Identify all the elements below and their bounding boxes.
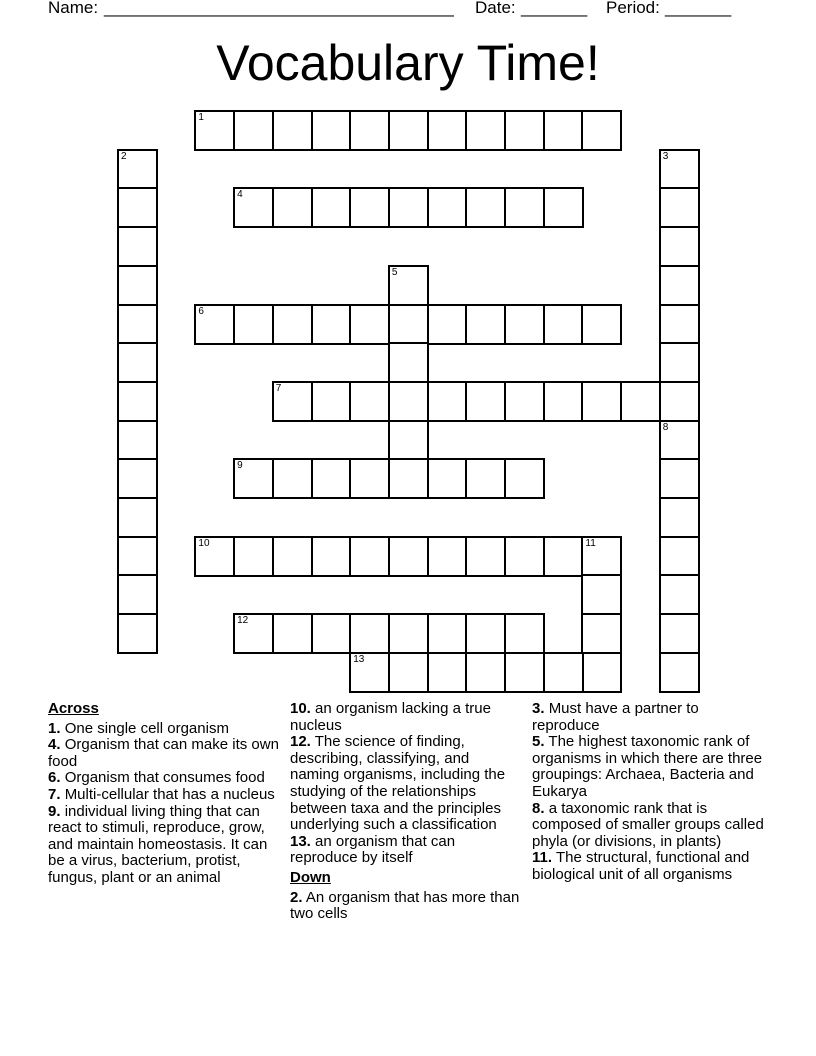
name-label: Name:: [48, 0, 99, 17]
grid-cell[interactable]: [311, 381, 352, 422]
grid-cell[interactable]: [659, 265, 700, 306]
period-label: Period:: [606, 0, 660, 17]
grid-cell[interactable]: [233, 187, 274, 228]
grid-cell[interactable]: [465, 652, 506, 693]
grid-cell[interactable]: [388, 265, 429, 306]
clue-number: 8: [662, 421, 669, 433]
clue-down-8: 8. a taxonomic rank that is composed of smaller groups called phyla (or divisions, in plants): [532, 799, 764, 850]
grid-cell[interactable]: [504, 458, 545, 499]
grid-cell[interactable]: [272, 613, 313, 654]
clue-number: 12: [237, 615, 249, 627]
grid-cell[interactable]: [194, 304, 235, 345]
grid-cell[interactable]: [465, 110, 506, 151]
grid-cell[interactable]: [388, 342, 429, 383]
grid-cell[interactable]: [427, 187, 468, 228]
date-label: Date:: [475, 0, 516, 17]
grid-cell[interactable]: [427, 381, 468, 422]
page-title: Vocabulary Time!: [216, 35, 600, 91]
grid-cell[interactable]: [659, 458, 700, 499]
grid-cell[interactable]: [388, 652, 429, 693]
period-line[interactable]: _______: [665, 0, 732, 17]
grid-cell[interactable]: [543, 536, 584, 577]
clues-column-2: [290, 701, 522, 923]
clue-down-2: 2. An organism that has more than two cells: [290, 888, 520, 923]
date-line[interactable]: _______: [521, 0, 588, 17]
grid-cell[interactable]: [659, 304, 700, 345]
grid-cell[interactable]: [543, 381, 584, 422]
grid-cell[interactable]: [427, 536, 468, 577]
grid-cell[interactable]: [311, 110, 352, 151]
grid-cell[interactable]: [427, 613, 468, 654]
grid-cell[interactable]: [504, 613, 545, 654]
grid-cell[interactable]: [388, 187, 429, 228]
grid-cell[interactable]: [659, 574, 700, 615]
clue-number: 13: [353, 653, 365, 665]
grid-cell[interactable]: [504, 381, 545, 422]
grid-cell[interactable]: [504, 187, 545, 228]
grid-cell[interactable]: [581, 613, 622, 654]
grid-cell[interactable]: [465, 613, 506, 654]
grid-cell[interactable]: [117, 149, 158, 190]
grid-cell[interactable]: [543, 304, 584, 345]
grid-cell[interactable]: [349, 536, 390, 577]
grid-cell[interactable]: [311, 458, 352, 499]
grid-cell[interactable]: [581, 381, 622, 422]
grid-cell[interactable]: [659, 187, 700, 228]
grid-cell[interactable]: [233, 536, 274, 577]
grid-cell[interactable]: [117, 381, 158, 422]
grid-cell[interactable]: [427, 652, 468, 693]
clue-across-13: 13. an organism that can reproduce by itself: [290, 832, 456, 867]
clue-number: 11: [585, 537, 596, 549]
grid-cell[interactable]: [272, 381, 313, 422]
grid-cell[interactable]: [581, 574, 622, 615]
grid-cell[interactable]: [581, 652, 622, 693]
grid-cell[interactable]: [465, 458, 506, 499]
grid-cell[interactable]: [117, 536, 158, 577]
grid-cell[interactable]: [465, 381, 506, 422]
clue-number: 4: [237, 189, 243, 201]
grid-cell[interactable]: [117, 226, 158, 267]
grid-cell[interactable]: [194, 536, 235, 577]
grid-cell[interactable]: [233, 613, 274, 654]
grid-cell[interactable]: [388, 536, 429, 577]
grid-cell[interactable]: [620, 381, 661, 422]
grid-cell[interactable]: [427, 110, 468, 151]
clue-down-11: 11. The structural, functional and biological unit of all organisms: [532, 849, 750, 883]
clue-across-12: 12. The science of finding, describing, classifying, and naming organisms, including the studying of the relationships between taxa and the principles underlying such a classification: [290, 733, 506, 834]
grid-cell[interactable]: [427, 304, 468, 345]
grid-cell[interactable]: [659, 420, 700, 461]
grid-cell[interactable]: [272, 187, 313, 228]
clue-number: 5: [391, 266, 398, 278]
grid-cell[interactable]: [504, 536, 545, 577]
grid-cell[interactable]: [194, 110, 235, 151]
grid-cell[interactable]: [117, 187, 158, 228]
clue-number: 2: [121, 150, 127, 162]
down-heading: Down: [290, 868, 331, 886]
grid-cell[interactable]: [117, 458, 158, 499]
grid-cell[interactable]: [272, 458, 313, 499]
across-heading: Across: [48, 700, 99, 717]
clue-number: 9: [237, 460, 243, 472]
grid-cell[interactable]: [427, 458, 468, 499]
clue-across-7: 7. Multi-cellular that has a nucleus: [48, 785, 275, 803]
grid-cell[interactable]: [117, 574, 158, 615]
grid-cell[interactable]: [388, 458, 429, 499]
grid-cell[interactable]: [659, 149, 700, 190]
grid-cell[interactable]: [272, 304, 313, 345]
grid-cell[interactable]: [349, 110, 390, 151]
grid-cell[interactable]: [233, 304, 274, 345]
grid-cell[interactable]: [465, 536, 506, 577]
grid-cell[interactable]: [388, 304, 429, 345]
grid-cell[interactable]: [465, 304, 506, 345]
grid-cell[interactable]: [543, 652, 584, 693]
grid-cell[interactable]: [311, 304, 352, 345]
grid-cell[interactable]: [272, 110, 313, 151]
grid-cell[interactable]: [349, 458, 390, 499]
grid-cell[interactable]: [504, 110, 545, 151]
grid-cell[interactable]: [233, 110, 274, 151]
grid-cell[interactable]: [659, 226, 700, 267]
grid-cell[interactable]: [117, 420, 158, 461]
grid-cell[interactable]: [117, 304, 158, 345]
grid-cell[interactable]: [543, 110, 584, 151]
grid-cell[interactable]: [349, 652, 390, 693]
clue-number: 1: [198, 112, 204, 123]
grid-cell[interactable]: [349, 381, 390, 422]
clue-down-5: 5. The highest taxonomic rank of organisms in which there are three groupings: Archaea, Bacteria and Eukarya: [532, 733, 763, 800]
grid-cell[interactable]: [659, 342, 700, 383]
grid-cell[interactable]: [388, 613, 429, 654]
grid-cell[interactable]: [311, 613, 352, 654]
grid-cell[interactable]: [659, 613, 700, 654]
clue-number: 10: [198, 537, 210, 549]
grid-cell[interactable]: [272, 536, 313, 577]
grid-cell[interactable]: [388, 420, 429, 461]
grid-cell[interactable]: [659, 381, 700, 422]
clue-across-9: 9. individual living thing that can react to stimuli, reproduce, grow, and maintain homeostasis. It can be a virus, bacterium, protist, fungus, plant or an animal: [48, 802, 268, 886]
grid-cell[interactable]: [465, 187, 506, 228]
grid-cell[interactable]: [117, 342, 158, 383]
grid-cell[interactable]: [388, 381, 429, 422]
clues-column-1: [48, 701, 280, 887]
clue-across-4: 4. Organism that can make its own food: [48, 736, 279, 770]
grid-cell[interactable]: [581, 536, 622, 577]
grid-cell[interactable]: [543, 187, 584, 228]
grid-cell[interactable]: [659, 497, 700, 538]
grid-cell[interactable]: [504, 652, 545, 693]
grid-cell[interactable]: [311, 187, 352, 228]
grid-cell[interactable]: [117, 497, 158, 538]
clue-number: 3: [662, 150, 669, 162]
clue-across-6: 6. Organism that consumes food: [48, 769, 265, 787]
grid-cell[interactable]: [311, 536, 352, 577]
name-line[interactable]: _____________________________________: [104, 0, 454, 17]
grid-cell[interactable]: [659, 652, 700, 693]
grid-cell[interactable]: [504, 304, 545, 345]
clue-across-1: 1. One single cell organism: [48, 719, 229, 737]
grid-cell[interactable]: [233, 458, 274, 499]
clue-number: 7: [275, 382, 282, 394]
clue-number: 6: [198, 305, 204, 317]
grid-cell[interactable]: [349, 187, 390, 228]
grid-cell[interactable]: [349, 304, 390, 345]
clue-across-10: 10. an organism lacking a true nucleus: [290, 700, 491, 734]
grid-cell[interactable]: [581, 304, 622, 345]
clues-column-3: [532, 701, 764, 884]
grid-cell[interactable]: [349, 613, 390, 654]
grid-cell[interactable]: [388, 110, 429, 151]
grid-cell[interactable]: [117, 613, 158, 654]
grid-cell[interactable]: [581, 110, 622, 151]
clue-down-3: 3. Must have a partner to reproduce: [532, 700, 699, 734]
grid-cell[interactable]: [659, 536, 700, 577]
grid-cell[interactable]: [117, 265, 158, 306]
